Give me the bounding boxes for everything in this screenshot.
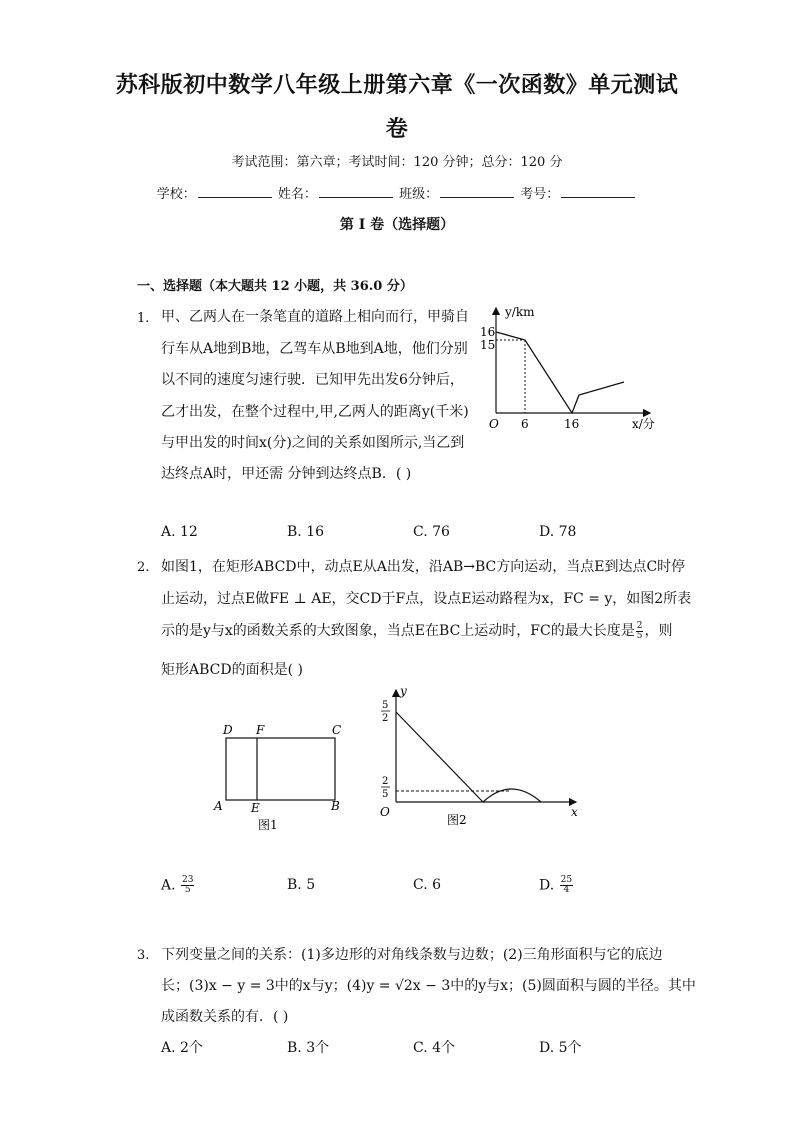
label-d: D (223, 723, 233, 737)
question-3-number: 3. (137, 948, 150, 963)
label-c: C (332, 723, 342, 737)
name-blank[interactable] (319, 185, 393, 198)
q3-line-1: 下列变量之间的关系：(1)多边形的对角线条数与边数；(2)三角形面积与它的底边 (161, 947, 663, 963)
q2-figure-2-graph (370, 684, 585, 832)
q1-option-d[interactable]: D. 78 (539, 524, 577, 540)
q2-line-3-text: 示的是y与x的函数关系的大致图象，当点E在BC上运动时，FC的最大长度是 (161, 623, 635, 639)
q1-y-tick-15: 15 (480, 338, 496, 352)
doc-title-line-1: 苏科版初中数学八年级上册第六章《一次函数》单元测试 (115, 72, 679, 98)
question-2-number: 2. (137, 560, 150, 575)
q2-max-fc-fraction: $\frac{2}{5}$ (636, 620, 643, 641)
q1-option-a[interactable]: A. 12 (161, 524, 198, 540)
q2-option-b[interactable]: B. 5 (287, 877, 316, 893)
q2-y-tick-top-den: 2 (382, 713, 389, 724)
q1-line-1: 甲、乙两人在一条笔直的道路上相向而行，甲骑自 (161, 309, 469, 325)
q2-option-d[interactable]: D. $\frac{25}{4}$ (539, 875, 573, 895)
q1-y-axis-label: y/km (505, 305, 535, 319)
class-blank[interactable] (440, 185, 514, 198)
q2-y-tick-low-den: 5 (382, 789, 389, 800)
name-label: 姓名： (277, 187, 317, 202)
q1-x-tick-6: 6 (521, 417, 529, 431)
figure-2-caption: 图2 (447, 813, 467, 827)
question-1-number: 1. (137, 311, 150, 326)
q2-line-3-tail: ，则 (644, 623, 673, 639)
class-label: 班级： (399, 187, 439, 202)
q1-line-6: 达终点A时，甲还需 分钟到达终点B．( ) (161, 466, 412, 482)
label-e: E (251, 801, 260, 815)
part-title: 一、选择题（本大题共 12 小题，共 36.0 分） (137, 279, 413, 294)
label-f: F (256, 723, 265, 737)
q2-line-1: 如图1，在矩形ABCD中，动点E从A出发，沿AB→BC方向运动，当点E到达点C时停 (161, 559, 686, 575)
id-label: 考号： (520, 187, 560, 202)
q2-line-4: 矩形ABCD的面积是( ) (161, 662, 303, 678)
q2-line-2: 止运动，过点E做FE ⊥ AE，交CD于F点，设点E运动路程为x，FC = y，如图2所表 (161, 591, 692, 607)
rectangle-abcd (226, 738, 335, 800)
q2-option-c[interactable]: C. 6 (413, 877, 442, 893)
section-title: 第 I 卷（选择题） (339, 217, 455, 233)
q3-option-a[interactable]: A. 2个 (161, 1040, 203, 1056)
id-blank[interactable] (561, 185, 635, 198)
q1-distance-line (496, 332, 624, 413)
q1-x-tick-16: 16 (564, 417, 580, 431)
exam-info: 考试范围：第六章；考试时间：120 分钟；总分：120 分 (231, 155, 563, 170)
q3-option-c[interactable]: C. 4个 (413, 1040, 456, 1056)
q1-option-b[interactable]: B. 16 (287, 524, 325, 540)
q1-line-5: 与甲出发的时间x(分)之间的关系如图所示,当乙到 (161, 435, 465, 451)
q1-line-3: 以不同的速度匀速行驶．已知甲先出发6分钟后， (161, 372, 464, 388)
label-b: B (331, 799, 340, 813)
q2-option-a-fraction: $\frac{23}{5}$ (182, 875, 194, 895)
q3-option-b[interactable]: B. 3个 (287, 1040, 330, 1056)
q1-line-2: 行车从A地到B地，乙驾车从B地到A地，他们分别 (161, 341, 468, 357)
school-blank[interactable] (198, 185, 272, 198)
q1-distance-graph (478, 300, 668, 436)
q2-option-a[interactable]: A. $\frac{23}{5}$ (161, 875, 194, 895)
q1-x-axis-label: x/分 (632, 417, 655, 431)
q1-origin-label: O (489, 417, 499, 431)
q3-line-3: 成函数关系的有．( ) (161, 1009, 289, 1025)
label-a: A (214, 799, 223, 813)
school-label: 学校： (156, 187, 196, 202)
q2-x-axis-label: x (571, 805, 578, 819)
q2-origin-label: O (380, 805, 390, 819)
q2-y-tick-low-num: 2 (382, 776, 389, 787)
student-fields (0, 183, 794, 202)
doc-title-line-2: 卷 (385, 116, 409, 142)
q1-option-c[interactable]: C. 76 (413, 524, 450, 540)
q2-descending-line (396, 712, 483, 802)
q2-y-axis-label: y (400, 684, 407, 698)
q2-y-tick-top-num: 5 (382, 700, 389, 711)
q1-line-4: 乙才出发，在整个过程中,甲,乙两人的距离y(千米) (161, 404, 469, 420)
q3-line-2: 长；(3)x − y = 3中的x与y；(4)y = √2x − 3中的y与x；(5)圆面积与圆的半径。其中 (161, 978, 696, 994)
q1-y-tick-16: 16 (480, 325, 496, 339)
q2-line-3 (161, 620, 672, 641)
q2-option-d-fraction: $\frac{25}{4}$ (560, 875, 573, 895)
figure-1-caption: 图1 (258, 818, 278, 832)
q2-figure-1-rectangle (212, 722, 352, 834)
q3-option-d[interactable]: D. 5个 (539, 1040, 582, 1056)
